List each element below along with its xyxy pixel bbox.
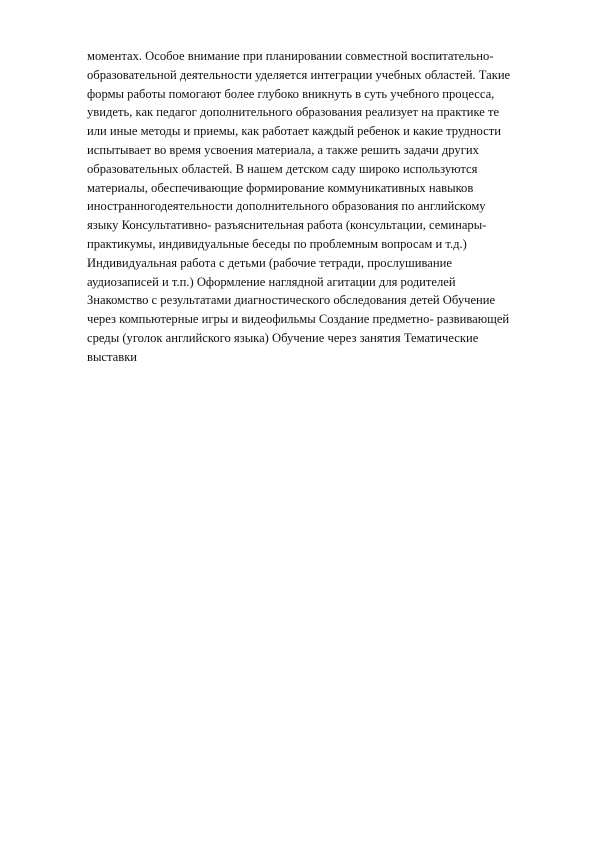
body-paragraph bbox=[87, 47, 557, 367]
text-line: образовательных областей. В нашем детском саду широко используются bbox=[87, 161, 478, 176]
text-line: выставки bbox=[87, 349, 138, 364]
text-line: увидеть, как педагог дополнительного образования реализует на практике те bbox=[87, 105, 500, 120]
text-line: материалы, обеспечивающие формирование коммуникативных навыков bbox=[87, 180, 474, 195]
text-line: аудиозаписей и т.п.) Оформление наглядной агитации для родителей bbox=[87, 274, 456, 289]
text-line: моментах. Особое внимание при планировании совместной воспитательно- bbox=[87, 49, 494, 63]
text-line: языку Консультативно- разъяснительная работа (консультации, семинары- bbox=[87, 218, 487, 233]
text-line: иностранногодеятельности дополнительного образования по английскому bbox=[87, 199, 486, 214]
text-line: Индивидуальная работа с детьми (рабочие тетради, прослушивание bbox=[87, 255, 452, 270]
text-line: формы работы помогают более глубоко вникнуть в суть учебного процесса, bbox=[87, 86, 495, 101]
text-line: практикумы, индивидуальные беседы по проблемным вопросам и т.д.) bbox=[87, 236, 467, 251]
text-line: испытывает во время усвоения материала, а также решить задачи других bbox=[87, 142, 479, 157]
text-line: среды (уголок английского языка) Обучение через занятия Тематические bbox=[87, 330, 479, 345]
text-line: или иные методы и приемы, как работает каждый ребенок и какие трудности bbox=[87, 124, 502, 139]
text-line: образовательной деятельности уделяется интеграции учебных областей. Такие bbox=[87, 67, 511, 82]
text-line: через компьютерные игры и видеофильмы Создание предметно- развивающей bbox=[87, 312, 510, 327]
text-line: Знакомство с результатами диагностического обследования детей Обучение bbox=[87, 293, 496, 308]
